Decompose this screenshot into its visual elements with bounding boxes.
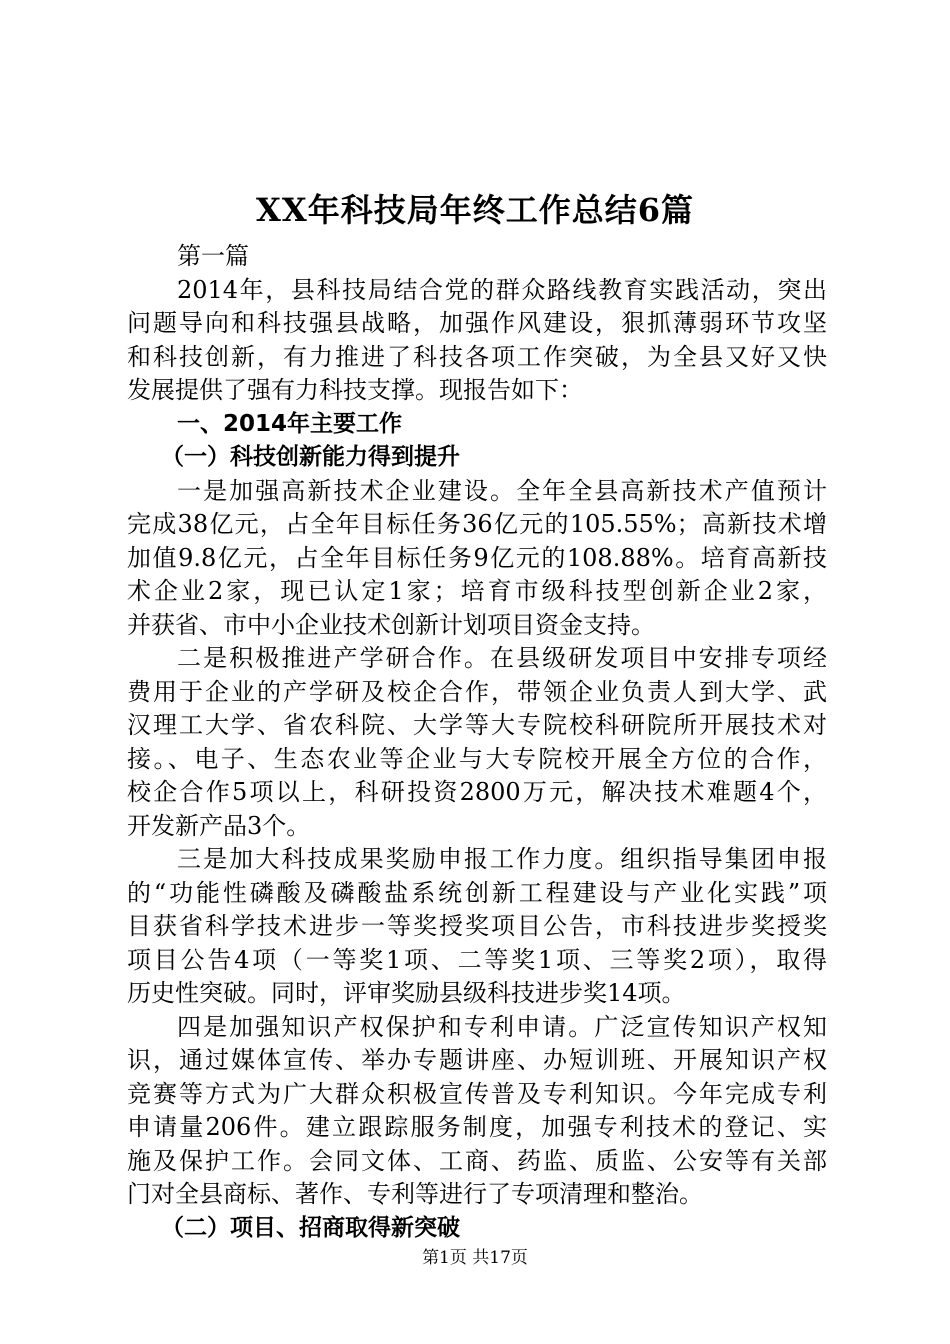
paragraph-line: 二是积极推进产学研合作。在县级研发项目中安排专项经 bbox=[177, 644, 827, 672]
part-label: 第一篇 bbox=[177, 242, 249, 270]
paragraph-line: 加值9.8亿元，占全年目标任务9亿元的108.88%。培育高新技 bbox=[127, 543, 827, 572]
paragraph-line: 的“功能性磷酸及磷酸盐系统创新工程建设与产业化实践”项 bbox=[127, 878, 827, 907]
subsection-heading: （二）项目、招商取得新突破 bbox=[161, 1214, 460, 1241]
paragraph-line: 并获省、市中小企业技术创新计划项目资金支持。 bbox=[127, 610, 655, 639]
paragraph-line: 历史性突破。同时，评审奖励县级科技进步奖14项。 bbox=[127, 979, 686, 1007]
paragraph-line: 接。、电子、生态农业等企业与大专院校开展全方位的合作， bbox=[127, 744, 827, 773]
paragraph-line: 三是加大科技成果奖励申报工作力度。组织指导集团申报 bbox=[177, 845, 827, 873]
paragraph-line: 四是加强知识产权保护和专利申请。广泛宣传知识产权知 bbox=[177, 1012, 827, 1041]
paragraph-line: 门对全县商标、著作、专利等进行了专项清理和整治。 bbox=[127, 1180, 703, 1208]
paragraph-line: 识，通过媒体宣传、举办专题讲座、办短训班、开展知识产权 bbox=[127, 1046, 827, 1074]
paragraph-line: 申请量206件。建立跟踪服务制度，加强专利技术的登记、实 bbox=[127, 1113, 827, 1141]
section-heading: 一、2014年主要工作 bbox=[177, 410, 403, 437]
paragraph-line: 发展提供了强有力科技支撑。现报告如下： bbox=[127, 376, 583, 404]
paragraph-line: 汉理工大学、省农科院、大学等大专院校科研院所开展技术对 bbox=[127, 711, 827, 739]
paragraph-line: 项目公告4项（一等奖1项、二等奖1项、三等奖2项），取得 bbox=[127, 945, 827, 974]
paragraph-line: 一是加强高新技术企业建设。全年全县高新技术产值预计 bbox=[177, 476, 827, 505]
paragraph-line: 费用于企业的产学研及校企合作，带领企业负责人到大学、武 bbox=[127, 677, 827, 706]
paragraph-line: 和科技创新，有力推进了科技各项工作突破，为全县又好又快 bbox=[127, 342, 827, 371]
document-body bbox=[127, 240, 827, 1245]
paragraph-line: 2014年，县科技局结合党的群众路线教育实践活动，突出 bbox=[177, 275, 827, 304]
paragraph-line: 术企业2家，现已认定1家；培育市级科技型创新企业2家， bbox=[127, 577, 827, 605]
paragraph-line: 施及保护工作。会同文体、工商、药监、质监、公安等有关部 bbox=[127, 1146, 827, 1175]
paragraph-line: 开发新产品3个。 bbox=[127, 811, 311, 840]
paragraph-line: 竞赛等方式为广大群众积极宣传普及专利知识。今年完成专利 bbox=[127, 1079, 827, 1108]
page-footer: 第1页 共17页 bbox=[422, 1248, 528, 1268]
subsection-heading: （一）科技创新能力得到提升 bbox=[161, 444, 460, 470]
paragraph-line: 校企合作5项以上，科研投资2800万元，解决技术难题4个， bbox=[127, 778, 827, 806]
paragraph-line: 问题导向和科技强县战略，加强作风建设，狠抓薄弱环节攻坚 bbox=[127, 309, 827, 337]
paragraph-line: 完成38亿元，占全年目标任务36亿元的105.55%；高新技术增 bbox=[127, 510, 827, 538]
paragraph-line: 目获省科学技术进步一等奖授奖项目公告，市科技进步奖授奖 bbox=[127, 912, 827, 940]
document-title: XX年科技局年终工作总结6篇 bbox=[256, 191, 694, 229]
